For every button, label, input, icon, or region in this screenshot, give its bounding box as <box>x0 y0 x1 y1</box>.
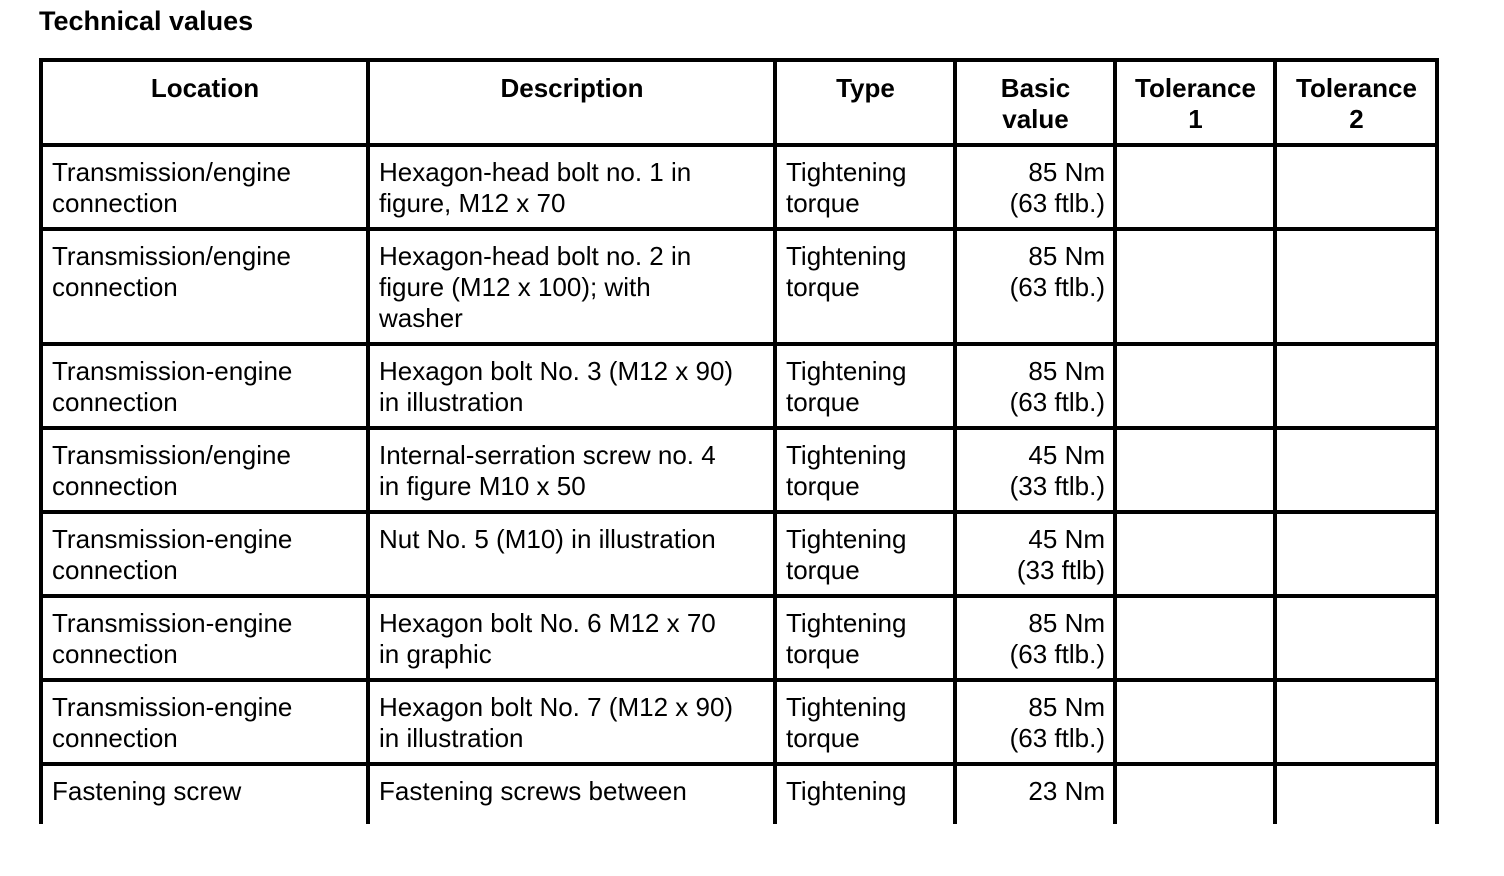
cell-tolerance-1 <box>1115 512 1275 596</box>
cell-description: Hexagon-head bolt no. 2 in figure (M12 x 100); with washer <box>368 229 775 344</box>
cell-description: Nut No. 5 (M10) in illustration <box>368 512 775 596</box>
technical-values-table-container <box>39 58 1439 824</box>
cell-tolerance-2 <box>1275 764 1437 824</box>
cell-type: Tightening <box>775 764 955 824</box>
table-row <box>41 512 1437 596</box>
cell-tolerance-1 <box>1115 680 1275 764</box>
cell-description: Internal-serration screw no. 4 in figure M10 x 50 <box>368 428 775 512</box>
cell-location: Transmission-engine connection <box>41 596 368 680</box>
cell-location: Transmission/engine connection <box>41 145 368 229</box>
cell-tolerance-2 <box>1275 344 1437 428</box>
cell-basic-value: 45 Nm (33 ftlb.) <box>955 428 1115 512</box>
header-location: Location <box>41 60 368 145</box>
cell-tolerance-1 <box>1115 344 1275 428</box>
cell-type: Tightening torque <box>775 344 955 428</box>
table-row <box>41 596 1437 680</box>
cell-tolerance-1 <box>1115 145 1275 229</box>
cell-tolerance-2 <box>1275 680 1437 764</box>
table-row <box>41 145 1437 229</box>
table-row <box>41 229 1437 344</box>
cell-description: Hexagon bolt No. 6 M12 x 70 in graphic <box>368 596 775 680</box>
cell-location: Transmission-engine connection <box>41 680 368 764</box>
cell-tolerance-2 <box>1275 428 1437 512</box>
cell-tolerance-2 <box>1275 512 1437 596</box>
header-tolerance-1: Tolerance 1 <box>1115 60 1275 145</box>
cell-basic-value: 45 Nm (33 ftlb) <box>955 512 1115 596</box>
cell-basic-value: 23 Nm <box>955 764 1115 824</box>
cell-location: Transmission/engine connection <box>41 428 368 512</box>
cell-tolerance-1 <box>1115 428 1275 512</box>
table-row <box>41 764 1437 824</box>
cell-tolerance-1 <box>1115 764 1275 824</box>
cell-tolerance-2 <box>1275 145 1437 229</box>
cell-type: Tightening torque <box>775 229 955 344</box>
table-row <box>41 680 1437 764</box>
cell-tolerance-2 <box>1275 229 1437 344</box>
cell-type: Tightening torque <box>775 596 955 680</box>
cell-tolerance-2 <box>1275 596 1437 680</box>
cell-location: Transmission-engine connection <box>41 512 368 596</box>
cell-type: Tightening torque <box>775 428 955 512</box>
cell-location: Transmission/engine connection <box>41 229 368 344</box>
header-type: Type <box>775 60 955 145</box>
cell-basic-value: 85 Nm (63 ftlb.) <box>955 344 1115 428</box>
cell-type: Tightening torque <box>775 512 955 596</box>
page-title: Technical values <box>39 6 254 36</box>
header-row <box>41 60 1437 145</box>
cell-description: Hexagon bolt No. 7 (M12 x 90) in illustration <box>368 680 775 764</box>
cell-location: Transmission-engine connection <box>41 344 368 428</box>
cell-tolerance-1 <box>1115 596 1275 680</box>
technical-values-table <box>39 58 1439 824</box>
table-row <box>41 428 1437 512</box>
cell-basic-value: 85 Nm (63 ftlb.) <box>955 229 1115 344</box>
cell-location: Fastening screw <box>41 764 368 824</box>
cell-basic-value: 85 Nm (63 ftlb.) <box>955 596 1115 680</box>
cell-type: Tightening torque <box>775 145 955 229</box>
cell-description: Hexagon bolt No. 3 (M12 x 90) in illustration <box>368 344 775 428</box>
header-tolerance-2: Tolerance 2 <box>1275 60 1437 145</box>
table-row <box>41 344 1437 428</box>
header-basic-value: Basic value <box>955 60 1115 145</box>
cell-description: Fastening screws between <box>368 764 775 824</box>
cell-basic-value: 85 Nm (63 ftlb.) <box>955 680 1115 764</box>
cell-basic-value: 85 Nm (63 ftlb.) <box>955 145 1115 229</box>
cell-type: Tightening torque <box>775 680 955 764</box>
cell-tolerance-1 <box>1115 229 1275 344</box>
header-description: Description <box>368 60 775 145</box>
cell-description: Hexagon-head bolt no. 1 in figure, M12 x 70 <box>368 145 775 229</box>
